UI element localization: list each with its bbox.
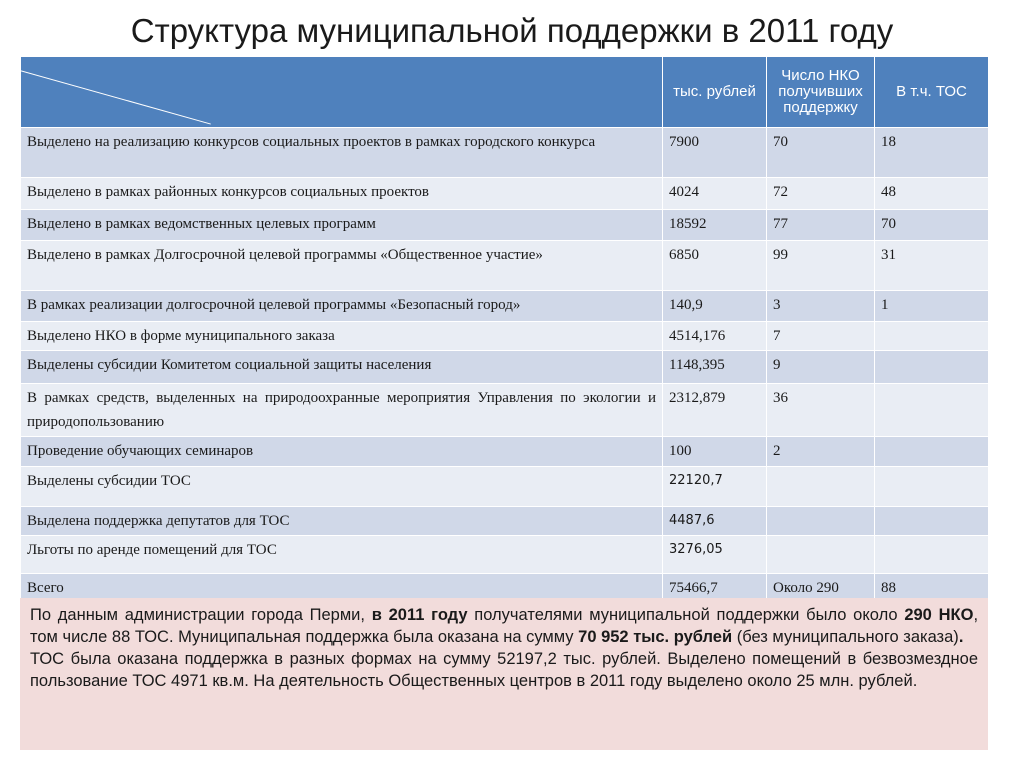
row-rubles: 1148,395 — [663, 351, 767, 384]
row-tos — [875, 536, 989, 574]
summary-box — [20, 598, 988, 750]
row-rubles: 18592 — [663, 210, 767, 241]
support-table — [20, 56, 989, 612]
page-title: Структура муниципальной поддержки в 2011 году — [130, 12, 894, 49]
row-nko-count: 77 — [767, 210, 875, 241]
row-tos — [875, 384, 989, 437]
row-nko-count: 2 — [767, 437, 875, 467]
table-row — [21, 437, 989, 467]
summary-paragraph-1 — [30, 604, 978, 648]
row-rubles: 3276,05 — [663, 536, 767, 574]
row-rubles: 7900 — [663, 128, 767, 178]
corner-header-cell — [21, 57, 663, 128]
summary-period: . — [958, 628, 964, 646]
row-tos: 88 — [875, 574, 989, 612]
row-description: Выделено на реализацию конкурсов социальных проектов в рамках городского конкурса — [21, 128, 663, 178]
row-tos: 48 — [875, 178, 989, 210]
row-rubles: 4024 — [663, 178, 767, 210]
table-row — [21, 536, 989, 574]
row-nko-count — [767, 507, 875, 536]
summary-text: По данным администрации города Перми, — [30, 606, 372, 624]
row-rubles: 75466,7 — [663, 574, 767, 612]
row-tos: 1 — [875, 291, 989, 322]
row-tos — [875, 507, 989, 536]
summary-year: в 2011 году — [371, 606, 468, 624]
header-rubles: тыс. рублей — [663, 57, 767, 128]
row-tos — [875, 467, 989, 507]
row-description: Всего — [21, 574, 663, 612]
table-row — [21, 241, 989, 291]
header-tos: В т.ч. ТОС — [875, 57, 989, 128]
table-row — [21, 351, 989, 384]
row-rubles: 6850 — [663, 241, 767, 291]
summary-amount: 70 952 тыс. рублей — [578, 628, 733, 646]
row-tos: 31 — [875, 241, 989, 291]
row-nko-count — [767, 536, 875, 574]
row-nko-count — [767, 467, 875, 507]
row-tos — [875, 322, 989, 351]
row-tos — [875, 351, 989, 384]
table-row — [21, 384, 989, 437]
summary-text: получателями муниципальной поддержки было около — [467, 606, 905, 624]
row-description: В рамках реализации долгосрочной целевой программы «Безопасный город» — [21, 291, 663, 322]
row-description: Выделены субсидии ТОС — [21, 467, 663, 507]
row-description: Выделены субсидии Комитетом социальной защиты населения — [21, 351, 663, 384]
row-rubles: 22120,7 — [663, 467, 767, 507]
row-tos: 18 — [875, 128, 989, 178]
row-nko-count: 9 — [767, 351, 875, 384]
table-row — [21, 178, 989, 210]
row-nko-count: 7 — [767, 322, 875, 351]
row-description: Выделена поддержка депутатов для ТОС — [21, 507, 663, 536]
row-nko-count: 70 — [767, 128, 875, 178]
row-description: Выделено в рамках Долгосрочной целевой программы «Общественное участие» — [21, 241, 663, 291]
row-tos — [875, 437, 989, 467]
summary-nko-count: 290 НКО — [904, 606, 974, 624]
row-nko-count: 72 — [767, 178, 875, 210]
row-rubles: 100 — [663, 437, 767, 467]
diagonal-divider — [21, 57, 662, 127]
table-row — [21, 467, 989, 507]
row-rubles: 2312,879 — [663, 384, 767, 437]
row-description: Выделено в рамках ведомственных целевых программ — [21, 210, 663, 241]
row-nko-count: 3 — [767, 291, 875, 322]
row-rubles: 4514,176 — [663, 322, 767, 351]
row-description: Выделено в рамках районных конкурсов социальных проектов — [21, 178, 663, 210]
row-nko-count: 99 — [767, 241, 875, 291]
row-rubles: 4487,6 — [663, 507, 767, 536]
row-description: В рамках средств, выделенных на природоохранные мероприятия Управления по экологии и природопользованию — [21, 384, 663, 437]
table-row — [21, 322, 989, 351]
row-description: Выделено НКО в форме муниципального заказа — [21, 322, 663, 351]
header-nko-count: Число НКО получивших поддержку — [767, 57, 875, 128]
table-header-row — [21, 57, 989, 128]
summary-text: , том числе 88 ТОС. Муниципальная поддержка была оказана на сумму — [30, 606, 979, 646]
row-tos: 70 — [875, 210, 989, 241]
table-row — [21, 210, 989, 241]
summary-text: (без муниципального заказа) — [732, 628, 959, 646]
table-row — [21, 507, 989, 536]
row-description: Льготы по аренде помещений для ТОС — [21, 536, 663, 574]
row-nko-count: Около 290 — [767, 574, 875, 612]
table-row — [21, 291, 989, 322]
row-rubles: 140,9 — [663, 291, 767, 322]
summary-paragraph-2: ТОС была оказана поддержка в разных формах на сумму 52197,2 тыс. рублей. Выделено помещений в безвозмездное пользование ТОС 4971 кв.м. На деятельность Общественных центров в 2011 году выделено около 25 млн. рублей. — [30, 650, 978, 690]
row-description: Проведение обучающих семинаров — [21, 437, 663, 467]
row-nko-count: 36 — [767, 384, 875, 437]
table-row — [21, 128, 989, 178]
